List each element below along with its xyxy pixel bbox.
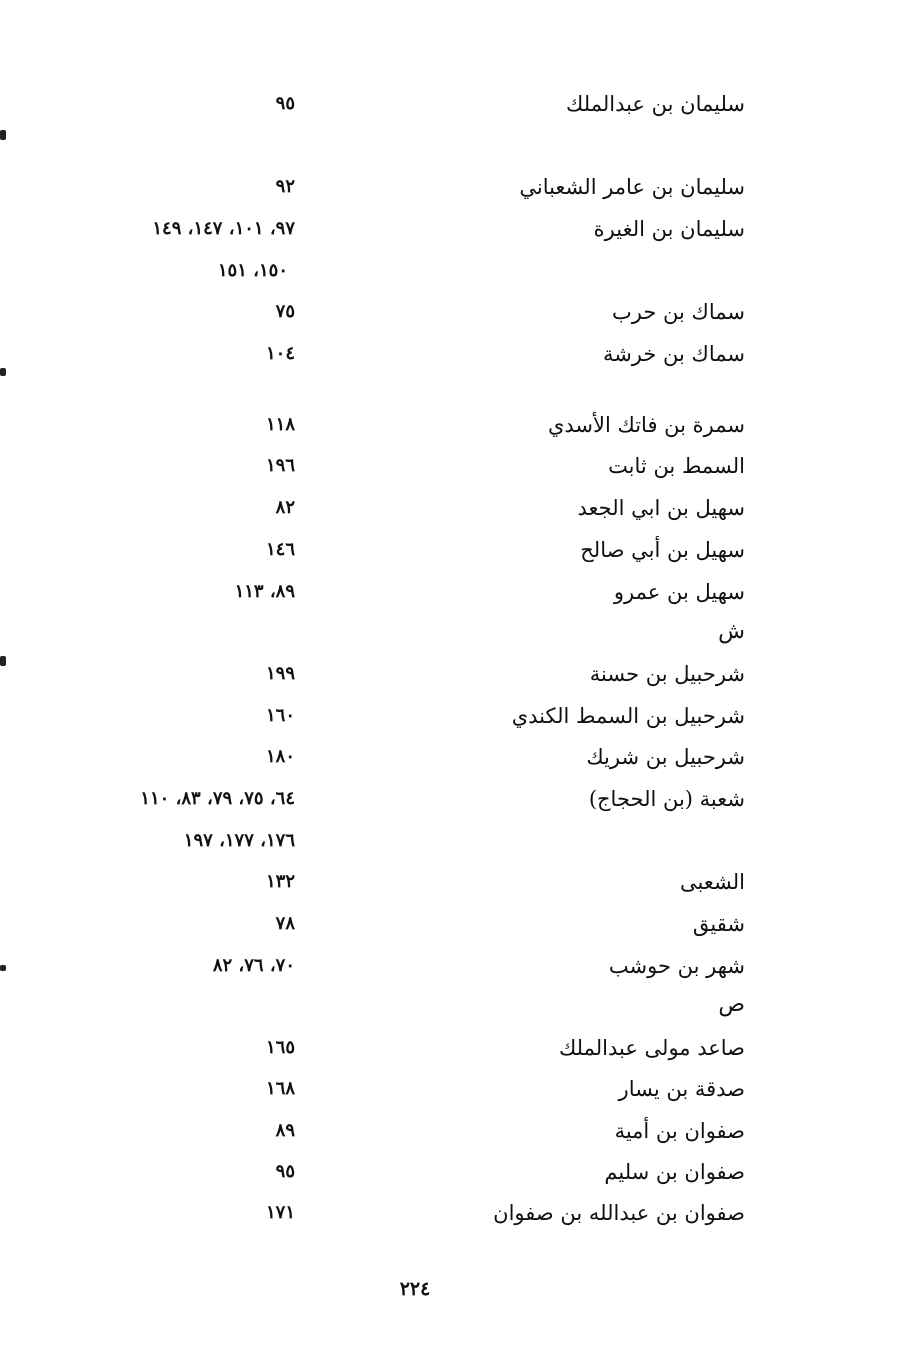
entry-name: سمرة بن فاتك الأسدي <box>547 413 745 437</box>
entry-name: صدقة بن يسار <box>618 1077 745 1101</box>
index-entry <box>0 696 915 736</box>
entry-pages: ٩٥ <box>275 93 295 114</box>
entry-name: شهر بن حوشب <box>608 954 745 978</box>
entry-name: صفوان بن عبدالله بن صفوان <box>493 1201 745 1225</box>
index-entry <box>0 572 915 612</box>
entry-pages: ١٩٩ <box>265 663 295 684</box>
entry-name: صفوان بن سليم <box>604 1160 745 1184</box>
index-entry-continuation <box>0 251 915 291</box>
index-entry <box>0 1152 915 1192</box>
index-entry <box>0 862 915 902</box>
entry-pages: ٧٠، ٧٦، ٨٢ <box>212 955 295 976</box>
entry-name: صفوان بن أمية <box>614 1119 745 1143</box>
entry-pages: ١٩٦ <box>265 455 295 476</box>
entry-name: سهيل بن ابي الجعد <box>577 496 745 520</box>
index-entry <box>0 334 915 374</box>
entry-name: شقيق <box>692 912 745 936</box>
index-entry <box>0 904 915 944</box>
entry-pages: ١٦٠ <box>265 705 295 726</box>
index-entry <box>0 84 915 124</box>
scan-edge-mark <box>0 130 6 140</box>
index-entry <box>0 1028 915 1068</box>
entry-pages: ٧٨ <box>275 913 295 934</box>
index-entry <box>0 1111 915 1151</box>
entry-name: سهيل بن أبي صالح <box>580 538 745 562</box>
entry-pages: ١٧٦، ١٧٧، ١٩٧ <box>183 830 295 851</box>
section-letter <box>0 612 915 652</box>
entry-name: الشعبى <box>680 870 745 894</box>
entry-pages: ٩٧، ١٠١، ١٤٧، ١٤٩ <box>152 218 295 239</box>
index-entry <box>0 488 915 528</box>
index-entry <box>0 1193 915 1233</box>
entry-name: شرحبيل بن حسنة <box>589 662 745 686</box>
entry-pages: ١٧١ <box>265 1202 295 1223</box>
entry-pages: ٦٤، ٧٥، ٧٩، ٨٣، ١١٠ <box>140 788 295 809</box>
entry-pages: ١٣٢ <box>265 871 295 892</box>
entry-pages: ٧٥ <box>275 301 295 322</box>
index-entry <box>0 654 915 694</box>
entry-pages: ١٦٨ <box>265 1078 295 1099</box>
index-entry <box>0 446 915 486</box>
entry-name: شرحبيل بن السمط الكندي <box>511 704 745 728</box>
entry-pages: ١٠٤ <box>265 343 295 364</box>
entry-name: سليمان بن الغيرة <box>593 217 745 241</box>
entry-name: سماك بن خرشة <box>602 342 745 366</box>
entry-pages: ١١٨ <box>265 414 295 435</box>
entry-pages: ١٦٥ <box>265 1037 295 1058</box>
index-entry <box>0 530 915 570</box>
entry-pages: ٨٩، ١١٣ <box>234 581 295 602</box>
index-entry <box>0 209 915 249</box>
index-entry <box>0 1069 915 1109</box>
index-entry <box>0 779 915 819</box>
entry-name: سليمان بن عامر الشعباني <box>519 175 745 199</box>
entry-name: سماك بن حرب <box>612 300 745 324</box>
section-letter-heading: ص <box>718 992 745 1017</box>
entry-name: سليمان بن عبدالملك <box>566 92 745 116</box>
entry-pages: ٩٥ <box>275 1161 295 1182</box>
entry-name: شرحبيل بن شريك <box>586 745 745 769</box>
entry-pages: ٨٩ <box>275 1120 295 1141</box>
index-entry <box>0 167 915 207</box>
index-entry <box>0 405 915 445</box>
entry-pages: ١٨٠ <box>265 746 295 767</box>
section-letter <box>0 985 915 1025</box>
entry-pages: ٩٢ <box>275 176 295 197</box>
entry-name: صاعد مولى عبدالملك <box>558 1036 745 1060</box>
entry-name: سهيل بن عمرو <box>613 580 745 604</box>
entry-pages: ١٤٦ <box>265 539 295 560</box>
entry-name: السمط بن ثابت <box>608 454 745 478</box>
entry-pages: ٨٢ <box>275 497 295 518</box>
section-letter-heading: ش <box>718 619 745 644</box>
index-entry-continuation <box>0 821 915 861</box>
page-number: ٢٢٤ <box>399 1278 431 1300</box>
index-entry <box>0 292 915 332</box>
index-entry <box>0 946 915 986</box>
index-entry <box>0 737 915 777</box>
entry-pages: ١٥٠، ١٥١ <box>217 260 288 281</box>
entry-name: شعبة (بن الحجاج) <box>588 787 745 811</box>
